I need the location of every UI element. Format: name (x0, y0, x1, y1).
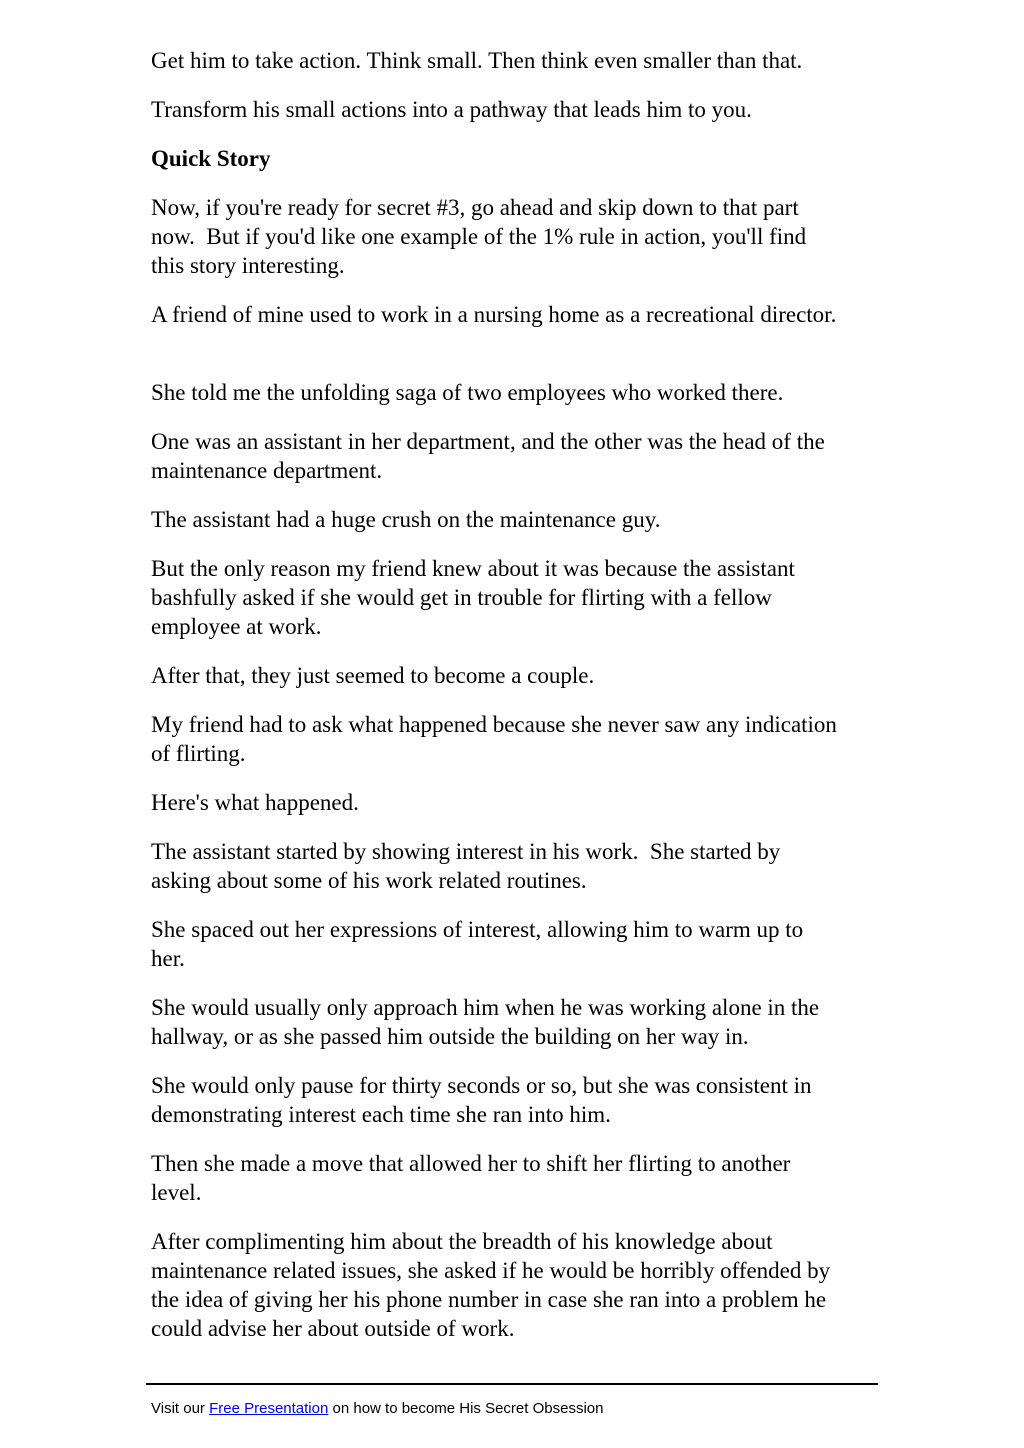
paragraph: She spaced out her expressions of interest, allowing him to warm up to her. (151, 917, 804, 971)
paragraph: Get him to take action. Think small. Then think even smaller than that. (151, 48, 803, 73)
paragraph: After complimenting him about the breadth of his knowledge about maintenance related issues, she asked if he would be horribly offended by the idea of giving her his phone number in case she ran into a problem he could advise her about outside of work. (151, 1229, 831, 1341)
paragraph: Now, if you're ready for secret #3, go ahead and skip down to that part now. But if you'd like one example of the 1% rule in action, you'll find this story interesting. (151, 195, 807, 278)
footer-prefix-text: Visit our (151, 1400, 210, 1417)
free-presentation-link[interactable]: Free Presentation (209, 1400, 329, 1417)
paragraph: Transform his small actions into a pathway that leads him to you. (151, 97, 752, 122)
paragraph: She would only pause for thirty seconds or so, but she was consistent in demonstrating interest each time she ran into him. (151, 1073, 812, 1127)
paragraph: The assistant had a huge crush on the maintenance guy. (151, 507, 661, 532)
paragraph: One was an assistant in her department, and the other was the head of the maintenance department. (151, 429, 825, 483)
paragraph: Here's what happened. (151, 790, 359, 815)
footer-divider (146, 1383, 878, 1385)
footer (151, 1399, 603, 1418)
paragraph: My friend had to ask what happened because she never saw any indication of flirting. (151, 712, 837, 766)
paragraph: The assistant started by showing interest in his work. She started by asking about some of his work related routines. (151, 839, 781, 893)
footer-suffix-text: on how to become His Secret Obsession (328, 1400, 604, 1417)
document-body (151, 46, 881, 1363)
section-heading: Quick Story (151, 146, 271, 171)
paragraph: She would usually only approach him when he was working alone in the hallway, or as she passed him outside the building on her way in. (151, 995, 820, 1049)
paragraph: She told me the unfolding saga of two employees who worked there. (151, 380, 784, 405)
paragraph: After that, they just seemed to become a couple. (151, 663, 595, 688)
paragraph: Then she made a move that allowed her to shift her flirting to another level. (151, 1151, 791, 1205)
paragraph: A friend of mine used to work in a nursing home as a recreational director. (151, 302, 837, 327)
paragraph: But the only reason my friend knew about it was because the assistant bashfully asked if she would get in trouble for flirting with a fellow employee at work. (151, 556, 795, 639)
